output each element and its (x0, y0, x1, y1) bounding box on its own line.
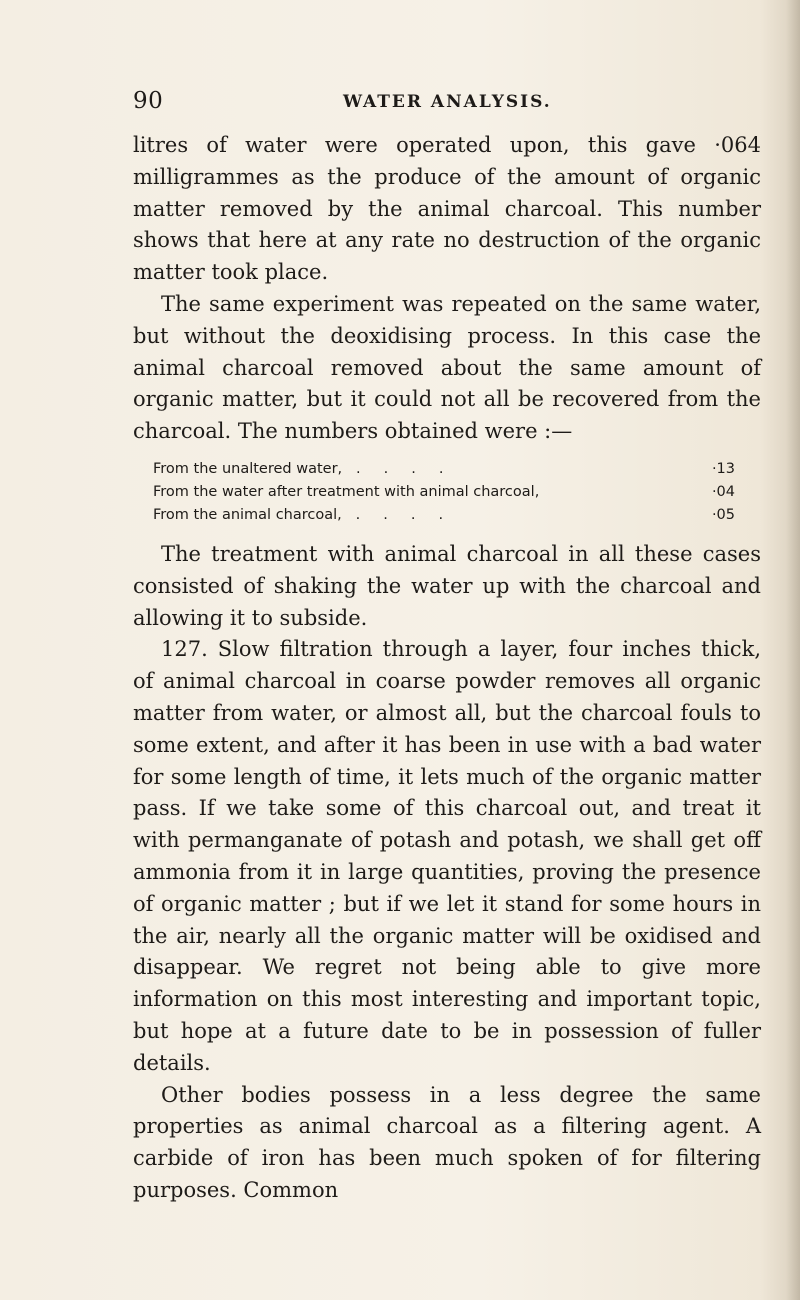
table-row-label: From the unaltered water, . . . . (153, 460, 444, 477)
table-row-value: ·05 (711, 506, 735, 523)
table-row (153, 481, 741, 504)
page-header (133, 88, 733, 118)
paragraph: Other bodies possess in a less degree the same properties as animal charcoal as a filtering agent. A carbide of iron has been much spoken of for filtering purposes. Common (133, 1082, 761, 1202)
table-row (153, 458, 741, 481)
paragraph: litres of water were operated upon, this gave ·064 milligrammes as the produce of the amount of organic matter removed by the animal charcoal. This number shows that here at any rate no destruction of the organic matter took place. (133, 133, 761, 285)
table-row-label: From the animal charcoal, . . . . (153, 506, 444, 523)
results-table (153, 458, 741, 527)
page-body (133, 130, 761, 1207)
paragraph: The treatment with animal charcoal in all these cases consisted of shaking the water up with the charcoal and allowing it to subside. (133, 541, 761, 630)
paragraph: 127. Slow filtration through a layer, four inches thick, of animal charcoal in coarse powder removes all organic matter from water, or almost all, but the charcoal fouls to some extent, and after it has been in use with a bad water for some length of time, it lets much of the organic matter pass. If we take some of this charcoal out, and treat it with permanganate of potash and potash, we shall get off ammonia from it in large quantities, proving the presence of organic matter ; but if we let it stand for some hours in the air, nearly all the organic matter will be oxidised and disappear. We regret not being able to give more information on this most interesting and important topic, but hope at a future date to be in possession of fuller details. (133, 637, 761, 1075)
paragraph: The same experiment was repeated on the same water, but without the deoxidising process. In this case the animal charcoal removed about the same amount of organic matter, but it could not all be recovered from the charcoal. The numbers obtained were :— (133, 291, 761, 444)
running-head: WATER ANALYSIS. (343, 92, 552, 112)
table-row-value: ·13 (711, 460, 735, 477)
table-row-value: ·04 (711, 483, 735, 500)
table-row-label: From the water after treatment with animal charcoal, (153, 483, 540, 500)
page-number: 90 (133, 88, 164, 114)
page-edge-shadow (786, 0, 800, 1300)
table-row (153, 504, 741, 527)
